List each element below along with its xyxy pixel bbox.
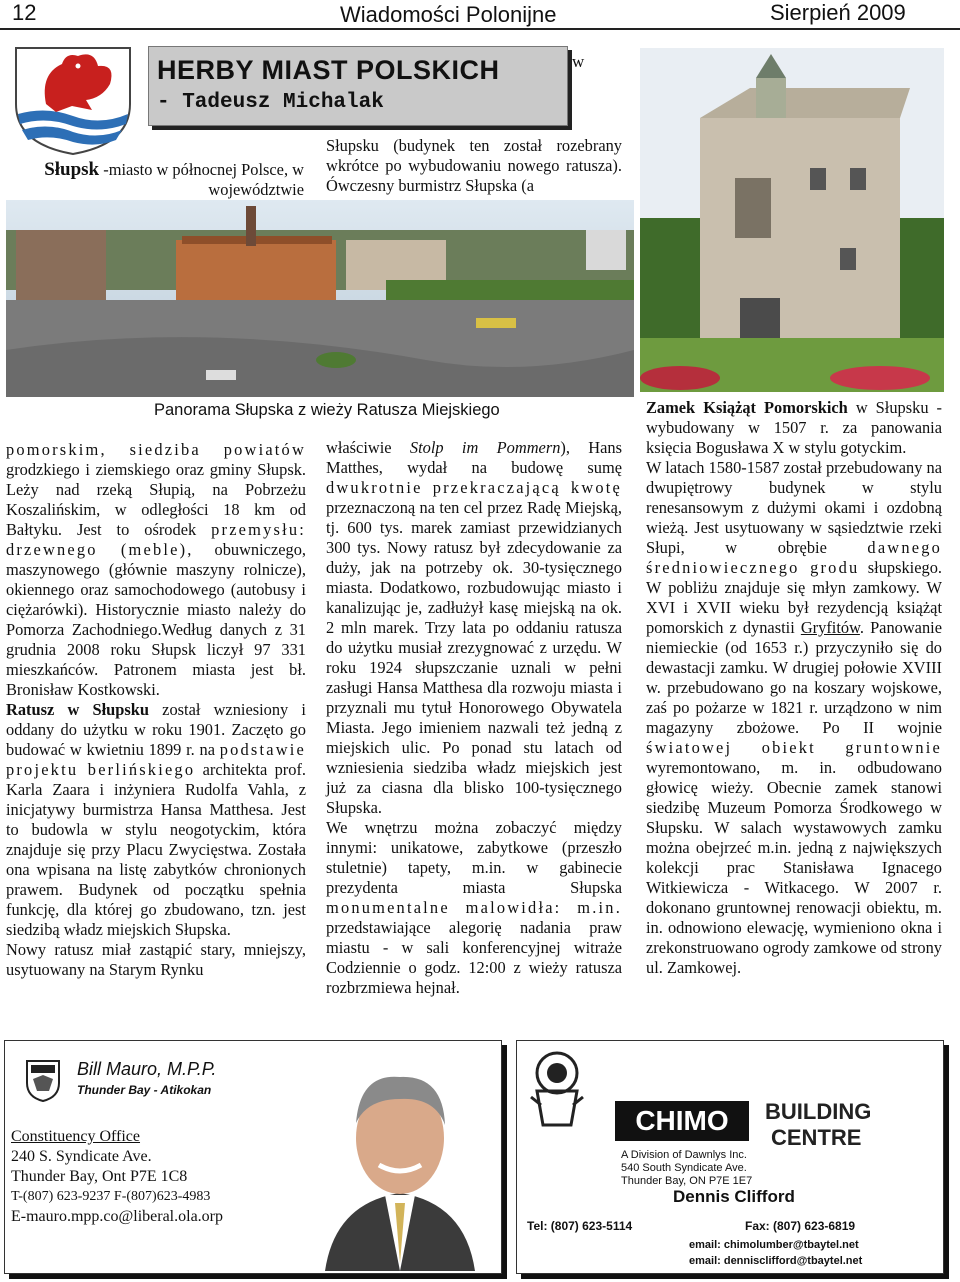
article-column-3	[646, 398, 942, 978]
col1-text-d: obuwniczego, maszynowego (głównie maszyny rolnicze), okiennego oraz samochodowego (autobusy i ciężarówki). Historycznie miasto należy do Pomorza Zachodniego.Według danych z 31 grudnia 2008 roku Słupsk liczył 97 331 mieszkańców. Patronem miasta jest bł. Bronisław Kostkowski.	[6, 540, 306, 699]
ontario-crest-icon	[23, 1055, 63, 1103]
article-byline: - Tadeusz Michalak	[157, 91, 384, 114]
intro-left-text	[6, 160, 304, 200]
col3-castle-heading: Zamek Książąt Pomorskich	[646, 398, 848, 417]
col1-town-hall-heading: Ratusz w Słupsku	[6, 700, 149, 719]
mpp-portrait	[305, 1043, 495, 1271]
col2-text-b: ), Hans Matthes, wydał na budowę sumę	[326, 438, 622, 477]
mpp-contact-block	[11, 1127, 223, 1227]
chimo-email-2: email: dennisclifford@tbaytel.net	[689, 1255, 863, 1267]
panorama-photo	[6, 200, 634, 397]
col1-text-a: pomorskim, siedziba powiatów	[6, 440, 306, 459]
col3-gryfici-link[interactable]: Gryfitów	[800, 618, 860, 637]
intro-city-name: Słupsk	[44, 159, 100, 180]
ad-bill-mauro	[4, 1040, 502, 1274]
col3-text-c: dawnego średniowiecznego grodu	[646, 538, 942, 577]
col2-text-e: We wnętrzu można zobaczyć między innymi: unikatowe, zabytkowe (przeszło stuletnie) tapety, m.in. w gabinecie prezydenta miasta Słupska	[326, 818, 622, 897]
mpp-riding: Thunder Bay - Atikokan	[77, 1083, 212, 1097]
article-title-box	[148, 46, 568, 126]
col3-text-b: W latach 1580-1587 został przebudowany na dwupiętrowy budynek w stylu renesansowym z dużymi okami i ozdobną wieżą. Jest usytuowany w sąsiedztwie rzeki Słupi, w obrębie	[646, 458, 942, 557]
chimo-email-1: email: chimolumber@tbaytel.net	[689, 1239, 859, 1251]
chimo-contact-name: Dennis Clifford	[673, 1187, 795, 1206]
col2-text-g: przedstawiające alegorię nadania praw miastu - w sali konferencyjnej witraże Codziennie o godz. 12:00 z wieży ratusza rozbrzmiewa hejnał.	[326, 918, 622, 997]
col1-text-g: architekta prof. Karla Zaara i inżyniera Rudolfa Vahla, z inicjatywy burmistrza Hansa Matthesa. Jest to budowla w stylu neogotyckim, która znajduje się przy Placu Zwycięstwa. Została ona wpisana na listę zabytków chronionych prawem. Budynek od początku spełnia funkcję, dla której go zbudowano, tzn. jest siedzibą władz miejskich Słupska.	[6, 760, 306, 939]
intro-mid-text: Słupsku (budynek ten został rozebrany wkrótce po wybudowaniu nowego ratusza). Ówczesny burmistrz Słupska (a	[326, 136, 622, 195]
page-number: 12	[12, 0, 37, 25]
col2-text-f: monumentalne malowidła: m.in.	[326, 898, 622, 917]
office-address-1: 240 S. Syndicate Ave.	[11, 1148, 152, 1165]
chimo-headline	[765, 1099, 871, 1151]
col3-text-d: słupskiego. W pobliżu znajduje się młyn zamkowy. W XVI i XVII wieku był rezydencją książąt pomorskich z dynastii	[646, 558, 942, 637]
col1-text-e: został wzniesiony i oddany do użytku w roku 1901. Zaczęto go budować w kwietniu 1899 r. na	[6, 700, 306, 759]
chimo-headline-2: CENTRE	[771, 1125, 862, 1150]
office-label: Constituency Office	[11, 1128, 141, 1145]
header-rule	[0, 28, 960, 30]
article-title: HERBY MIAST POLSKICH	[157, 55, 500, 85]
castle-photo	[640, 48, 944, 392]
col1-text-h: Nowy ratusz miał zastąpić stary, mniejszy, usytuowany na Starym Rynku	[6, 940, 306, 979]
col3-text-g: wyremontowano, m. in. odbudowano głowicę wieży. Obecnie zamek stanowi siedzibę Muzeum Pomorza Środkowego w Słupsku. W salach wystawowych zamku można obejrzeć m.in. jedną z największych kolekcji prac Stanisława Ignacego Witkiewicza - Witkacego. W 2007 r. dokonano gruntownej renowacji obiektu, m. in. odnowiono elewację, wymieniono okna i zrekonstruowano ogrody zamkowe od strony ul. Zamkowej.	[646, 758, 942, 977]
slupsk-coat-of-arms	[6, 44, 140, 156]
col1-text-f: podstawie projektu berlińskiego	[6, 740, 306, 779]
chimo-fax: Fax: (807) 623-6819	[745, 1219, 856, 1233]
col3-text-a: w Słupsku - wybudowany w 1507 r. za panowania księcia Bogusława X w stylu gotyckim.	[646, 398, 942, 457]
panorama-illustration	[6, 200, 634, 397]
chimo-mascot-icon	[527, 1047, 587, 1131]
col2-italic: Stolp im Pommern	[409, 438, 561, 457]
article-column-1	[6, 440, 306, 980]
ad-chimo-building-centre	[516, 1040, 944, 1274]
chimo-address-2: Thunder Bay, ON P7E 1E7	[621, 1175, 753, 1187]
col2-text-d: przeznaczoną na ten cel przez Radę Miejską, tj. 600 tys. marek zamiast przewidzianych 300 tys. Nowy ratusz był zdecydowanie za duży, jak na potrzeby ok. 30-tysięcznego miasta. Dodatkowo, rozbudowując miasto i kanalizując je, zadłużył kasę miejską na ok. 2 mln marek. Trzy lata po oddaniu ratusza do użytku musiał zrezygnować z urzędu. W roku 1924 słupszczanie uznali w pełni zasługi Hansa Matthesa dla rozwoju miasta i przyznali mu tytuł Honorowego Obywatela Miasta. Jego imieniem nazwali też jedną z miejskich ulic. Po ponad stu latach od wzniesienia siedziba władz miejskich jest już za ciasna dla blisko 100-tysięcznego Słupska.	[326, 498, 622, 817]
panorama-caption: Panorama Słupska z wieży Ratusza Miejskiego	[154, 401, 500, 419]
article-column-2	[326, 438, 622, 998]
newspaper-title: Wiadomości Polonijne	[340, 2, 557, 27]
office-email: E-mauro.mpp.co@liberal.ola.orp	[11, 1208, 223, 1225]
col2-text-c: dwukrotnie przekraczającą kwotę	[326, 478, 622, 497]
chimo-tel: Tel: (807) 623-5114	[527, 1219, 633, 1233]
col3-text-e: . Panowanie niemieckie (od 1653 r.) przyczyniło się do dewastacji zamku. W drugiej połowie XVIII w. przebudowano go na koszary wojskowe, zaś po pożarze w 1821 r. urządzono w nim magazyny zbożowe. Po II wojnie	[646, 618, 942, 737]
mpp-name: Bill Mauro, M.P.P.	[77, 1059, 217, 1079]
castle-illustration	[640, 48, 944, 392]
office-address-2: Thunder Bay, Ont P7E 1C8	[11, 1168, 188, 1185]
col3-text-f: światowej obiekt gruntownie	[646, 738, 942, 757]
office-phones: T-(807) 623-9237 F-(807)623-4983	[11, 1189, 211, 1204]
chimo-logo: CHIMO	[615, 1101, 749, 1141]
chimo-address-block	[621, 1149, 752, 1188]
stray-letter: w	[572, 52, 585, 71]
intro-left-rest: -miasto w północnej Polsce, w województwie	[99, 160, 304, 199]
chimo-address-1: 540 South Syndicate Ave.	[621, 1162, 747, 1174]
col1-text-b: grodzkiego i ziemskiego oraz gminy Słupsk. Leży nad rzeką Słupią, na Pobrzeżu Koszalińskim, w odległości 18 km od Bałtyku. Jest to ośrodek	[6, 460, 306, 539]
chimo-division: A Division of Dawnlys Inc.	[621, 1149, 747, 1161]
chimo-headline-1: BUILDING	[765, 1099, 872, 1124]
col2-text-a: właściwie	[326, 438, 410, 457]
issue-date: Sierpień 2009	[770, 0, 906, 25]
col1-text-c: przemysłu: drzewnego (meble),	[6, 520, 306, 559]
